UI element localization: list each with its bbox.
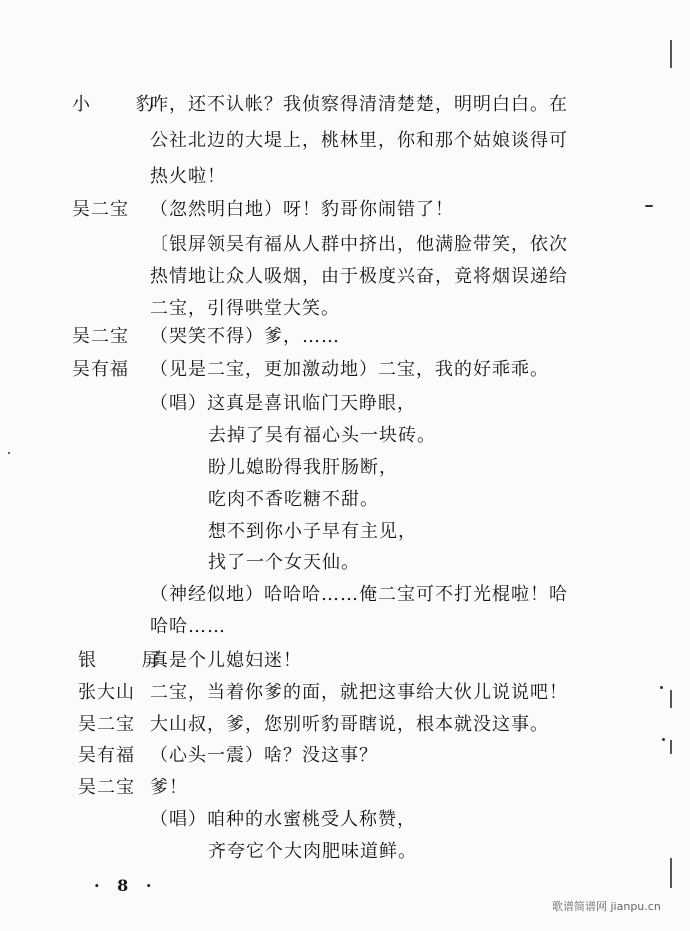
dialogue-line: 爹！: [150, 777, 188, 798]
song-line: 去掉了吴有福心头一块砖。: [208, 425, 436, 446]
stage-direction: 热情地让众人吸烟，由于极度兴奋，竟将烟误递给: [150, 266, 568, 287]
song-line: 找了一个女天仙。: [208, 552, 360, 573]
dialogue-line: （心头一震）啥？没这事？: [150, 745, 378, 766]
speaker-label: 银 屏: [78, 650, 180, 671]
dialogue-line: 热火啦！: [150, 166, 226, 187]
scan-speck: [660, 686, 663, 689]
speaker-label: 张大山: [78, 682, 135, 703]
dialogue-line: （神经似地）哈哈哈……俺二宝可不打光棍啦！哈: [150, 584, 568, 605]
speaker-label: 小 豹: [72, 94, 174, 115]
speaker-label: 吴二宝: [78, 714, 135, 735]
speaker-label: 吴有福: [78, 745, 135, 766]
stage-direction: 二宝，引得哄堂大笑。: [150, 298, 340, 319]
dialogue-line: 大山叔，爹，您别听豹哥瞎说，根本就没这事。: [150, 714, 549, 735]
scan-speck: [662, 738, 665, 741]
dialogue-line: 咋，还不认帐？我侦察得清清楚楚，明明白白。在: [150, 94, 568, 115]
dialogue-line: 真是个儿媳妇迷！: [150, 650, 302, 671]
speaker-label: 吴二宝: [72, 326, 129, 347]
scan-edge-mark: [670, 40, 672, 68]
dialogue-line: （忽然明白地）呀！豹哥你闹错了！: [150, 199, 454, 220]
dialogue-line: 哈哈……: [150, 616, 226, 637]
scan-edge-mark: [670, 740, 672, 754]
scan-speck: [8, 452, 10, 454]
song-line: 吃肉不香吃糖不甜。: [208, 489, 379, 510]
site-watermark: 歌谱简谱网 jianpu.cn: [552, 900, 661, 913]
stage-direction: 〔银屏领吴有福从人群中挤出，他满脸带笑，依次: [150, 234, 568, 255]
speaker-label: 吴二宝: [72, 199, 129, 220]
dialogue-line: 二宝，当着你爹的面，就把这事给大伙儿说说吧！: [150, 682, 568, 703]
song-line: （唱）这真是喜讯临门天睁眼，: [150, 393, 416, 414]
scan-speck: [645, 205, 653, 207]
dialogue-line: （哭笑不得）爹，……: [150, 326, 340, 347]
song-line: 盼儿媳盼得我肝肠断，: [208, 457, 398, 478]
scan-edge-mark: [670, 690, 672, 708]
song-line: （唱）咱种的水蜜桃受人称赞，: [150, 809, 416, 830]
speaker-label: 吴二宝: [78, 777, 135, 798]
dialogue-line: 公社北边的大堤上，桃林里，你和那个姑娘谈得可: [150, 130, 568, 151]
song-line: 齐夸它个大肉肥味道鲜。: [208, 841, 417, 862]
page-number: · 8 ·: [94, 876, 158, 895]
song-line: 想不到你小子早有主见，: [208, 521, 417, 542]
speaker-label: 吴有福: [72, 359, 129, 380]
dialogue-line: （见是二宝，更加激动地）二宝，我的好乖乖。: [150, 359, 549, 380]
scan-edge-mark: [670, 858, 672, 888]
